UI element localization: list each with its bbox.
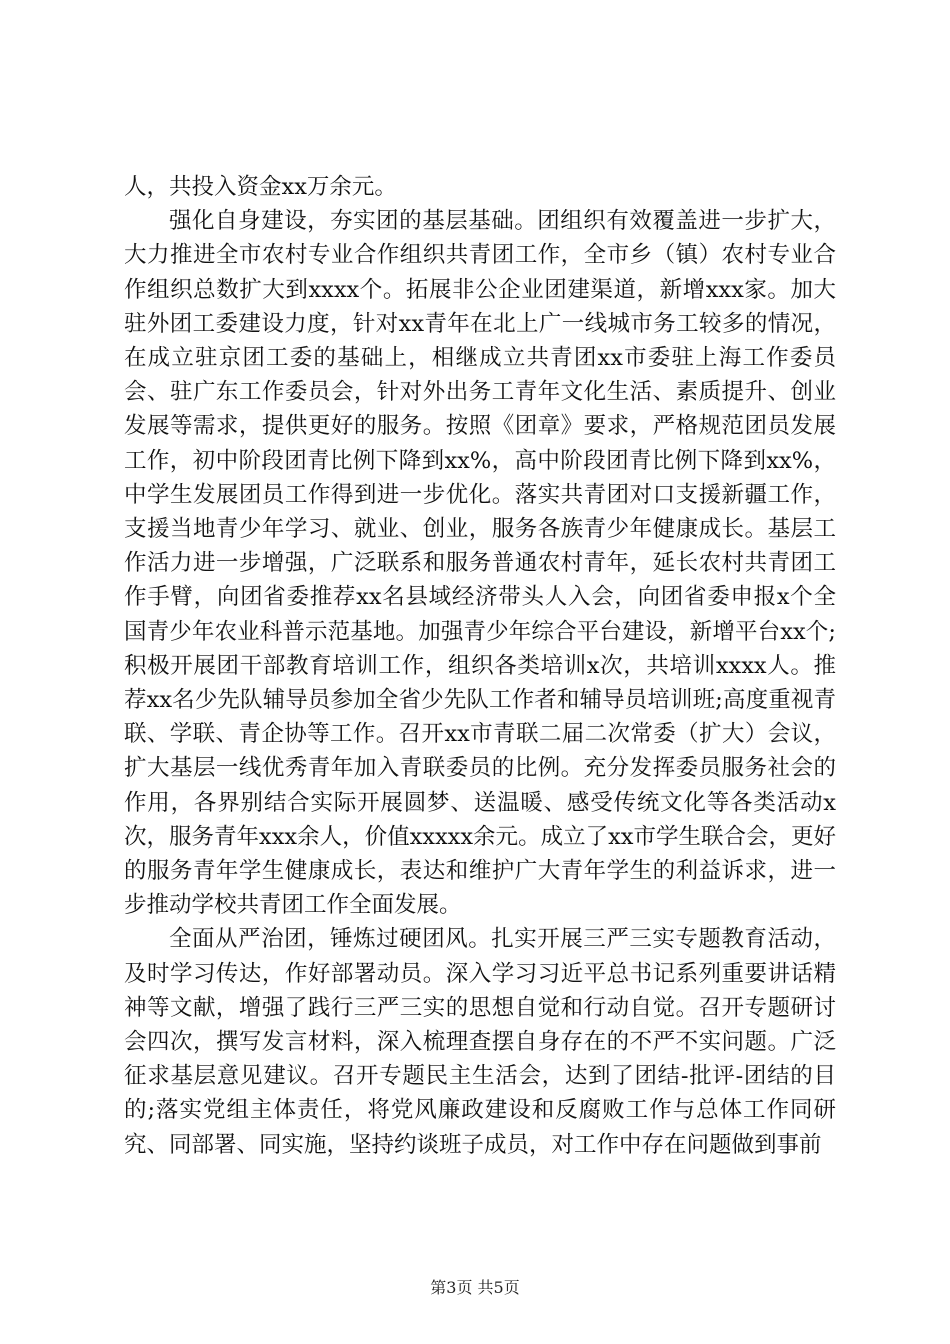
page-number-label: 第3页 共5页 xyxy=(430,1278,520,1297)
paragraph-3: 全面从严治团，锤炼过硬团风。扎实开展三严三实专题教育活动，及时学习传达，作好部署动员。深入学习习近平总书记系列重要讲话精神等文献，增强了践行三严三实的思想自觉和行动自觉。召开专题研讨会四次，撰写发言材料，深入梳理查摆自身存在的不严不实问题。广泛征求基层意见建议。召开专题民主生活会，达到了团结-批评-团结的目的;落实党组主体责任，将党风廉政建设和反腐败工作与总体工作同研究、同部署、同实施，坚持约谈班子成员，对工作中存在问题做到事前 xyxy=(124,926,836,1158)
page-footer xyxy=(0,1278,950,1298)
paragraph-1: 人，共投入资金xx万余元。 xyxy=(124,174,397,200)
document-body xyxy=(124,170,836,1162)
paragraph-2: 强化自身建设，夯实团的基层基础。团组织有效覆盖进一步扩大，大力推进全市农村专业合作组织共青团工作，全市乡（镇）农村专业合作组织总数扩大到xxxx个。拓展非公企业团建渠道，新增xxx家。加大驻外团工委建设力度，针对xx青年在北上广一线城市务工较多的情况，在成立驻京团工委的基础上，相继成立共青团xx市委驻上海工作委员会、驻广东工作委员会，针对外出务工青年文化生活、素质提升、创业发展等需求，提供更好的服务。按照《团章》要求，严格规范团员发展工作，初中阶段团青比例下降到xx%，高中阶段团青比例下降到xx%，中学生发展团员工作得到进一步优化。落实共青团对口支援新疆工作，支援当地青少年学习、就业、创业，服务各族青少年健康成长。基层工作活力进一步增强，广泛联系和服务普通农村青年，延长农村共青团工作手臂，向团省委推荐xx名县域经济带头人入会，向团省委申报x个全国青少年农业科普示范基地。加强青少年综合平台建设，新增平台xx个;积极开展团干部教育培训工作，组织各类培训x次，共培训xxxx人。推荐xx名少先队辅导员参加全省少先队工作者和辅导员培训班;高度重视青联、学联、青企协等工作。召开xx市青联二届二次常委（扩大）会议，扩大基层一线优秀青年加入青联委员的比例。充分发挥委员服务社会的作用，各界别结合实际开展圆梦、送温暖、感受传统文化等各类活动x次，服务青年xxx余人，价值xxxxx余元。成立了xx市学生联合会，更好的服务青年学生健康成长，表达和维护广大青年学生的利益诉求，进一步推动学校共青团工作全面发展。 xyxy=(124,208,836,919)
